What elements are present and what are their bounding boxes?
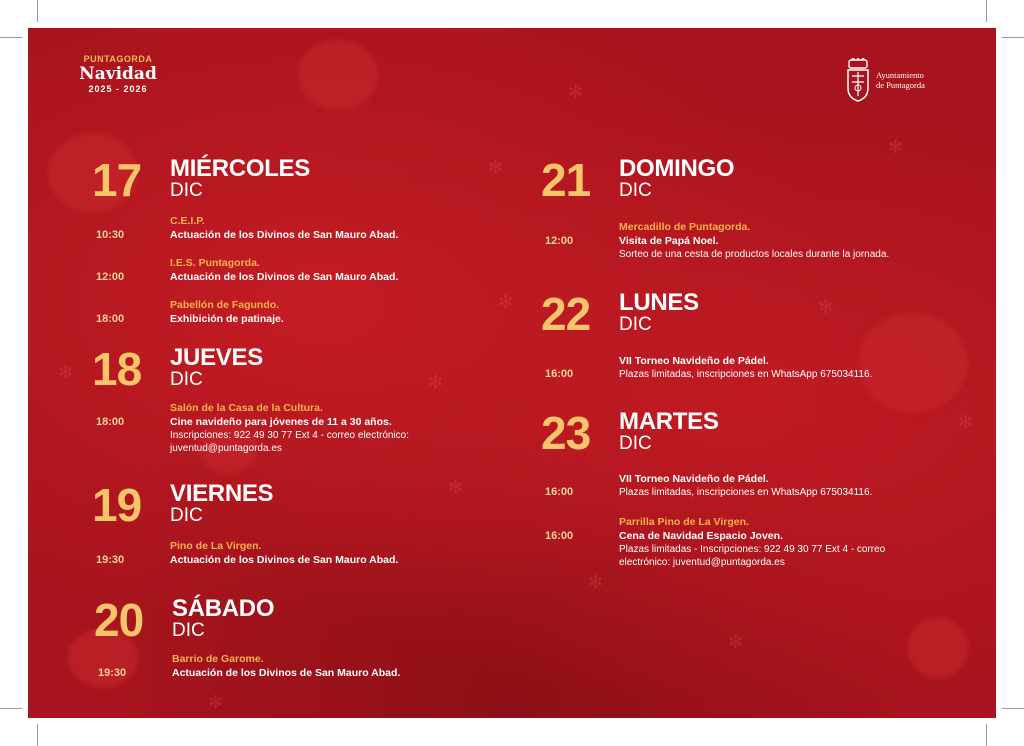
day-name: LUNES (619, 289, 699, 316)
day-name: VIERNES (170, 480, 274, 507)
snowflake-icon: ✻ (428, 372, 444, 392)
snowflake-icon: ✻ (448, 477, 464, 497)
snowflake-icon: ✻ (588, 572, 604, 592)
day-month: DIC (619, 433, 652, 454)
brand-name: Navidad (79, 64, 157, 84)
event-body (619, 472, 939, 499)
snowflake-icon: ✻ (568, 82, 584, 102)
event-place: Parrilla Pino de La Virgen. (619, 516, 749, 528)
council-logo (846, 58, 925, 102)
day-number: 18 (92, 343, 142, 395)
event-body (170, 401, 490, 455)
coat-of-arms-icon (846, 58, 870, 102)
snowflake-icon: ✻ (488, 157, 504, 177)
event-place: I.E.S. Puntagorda. (170, 257, 260, 269)
day-month: DIC (619, 180, 652, 201)
crop-mark (1002, 37, 1024, 38)
event-time: 12:00 (545, 235, 574, 247)
event-time: 19:30 (98, 667, 127, 679)
event-body (619, 354, 939, 381)
day-number: 17 (92, 154, 142, 206)
event-title: Cine navideño para jóvenes de 11 a 30 años. (170, 416, 392, 428)
event-body (619, 515, 939, 569)
council-line-1: Ayuntamiento (876, 70, 924, 80)
event-place: C.E.I.P. (170, 215, 205, 227)
day-number: 19 (92, 479, 142, 531)
event-description: Plazas limitadas, inscripciones en WhatsApp 675034116. (619, 369, 873, 380)
event-description: Plazas limitadas - Inscripciones: 922 49 30 77 Ext 4 - correo electrónico: juventud@puntagorda.es (619, 544, 886, 568)
day-number: 20 (94, 594, 144, 646)
crop-mark (37, 0, 38, 22)
day-name: SÁBADO (172, 595, 275, 622)
event-body (170, 214, 490, 242)
brand-years: 2025 - 2026 (88, 84, 148, 94)
crop-mark (0, 708, 22, 709)
day-month: DIC (170, 505, 203, 526)
event-description: Sorteo de una cesta de productos locales durante la jornada. (619, 249, 890, 260)
event-description: Inscripciones: 922 49 30 77 Ext 4 - correo electrónico: juventud@puntagorda.es (170, 430, 410, 454)
crop-mark (986, 724, 987, 746)
council-name (876, 70, 925, 90)
day-name: MARTES (619, 408, 719, 435)
event-title: Actuación de los Divinos de San Mauro Abad. (170, 229, 399, 241)
snowflake-icon: ✻ (728, 632, 744, 652)
day-month: DIC (170, 180, 203, 201)
day-name: MIÉRCOLES (170, 155, 310, 182)
event-time: 10:30 (96, 229, 125, 241)
event-body (170, 256, 490, 284)
day-month: DIC (172, 620, 205, 641)
event-title: Cena de Navidad Espacio Joven. (619, 530, 783, 542)
event-time: 16:00 (545, 530, 574, 542)
snowflake-icon: ✻ (208, 692, 224, 712)
day-number: 21 (541, 154, 591, 206)
snowflake-icon: ✻ (958, 412, 974, 432)
event-description: Plazas limitadas, inscripciones en WhatsApp 675034116. (619, 487, 873, 498)
day-name: DOMINGO (619, 155, 735, 182)
event-title: Visita de Papá Noel. (619, 235, 719, 247)
council-line-2: de Puntagorda (876, 80, 925, 90)
event-place: Barrio de Garome. (172, 653, 264, 665)
day-month: DIC (170, 369, 203, 390)
day-month: DIC (619, 314, 652, 335)
event-body (170, 298, 490, 326)
decor-blob (908, 618, 968, 678)
event-time: 18:00 (96, 313, 125, 325)
day-name: JUEVES (170, 344, 263, 371)
event-time: 19:30 (96, 554, 125, 566)
event-title: VII Torneo Navideño de Pádel. (619, 355, 769, 367)
day-number: 22 (541, 288, 591, 340)
event-place: Mercadillo de Puntagorda. (619, 221, 751, 233)
crop-mark (0, 37, 22, 38)
event-title: Exhibición de patinaje. (170, 313, 284, 325)
snowflake-icon: ✻ (498, 292, 514, 312)
event-time: 16:00 (545, 368, 574, 380)
event-title: VII Torneo Navideño de Pádel. (619, 473, 769, 485)
snowflake-icon: ✻ (888, 137, 904, 157)
crop-mark (1002, 708, 1024, 709)
snowflake-icon: ✻ (58, 362, 74, 382)
day-number: 23 (541, 407, 591, 459)
event-place: Pino de La Virgen. (170, 540, 262, 552)
event-time: 18:00 (96, 416, 125, 428)
event-body (172, 652, 492, 680)
decor-blob (298, 40, 378, 110)
event-place: Pabellón de Fagundo. (170, 299, 280, 311)
event-brand (66, 54, 170, 94)
snowflake-icon: ✻ (818, 297, 834, 317)
event-body (170, 539, 490, 567)
event-title: Actuación de los Divinos de San Mauro Abad. (170, 554, 399, 566)
brand-town: PUNTAGORDA (83, 54, 153, 64)
event-body (619, 220, 939, 261)
event-time: 12:00 (96, 271, 125, 283)
event-time: 16:00 (545, 486, 574, 498)
crop-mark (986, 0, 987, 22)
event-title: Actuación de los Divinos de San Mauro Abad. (170, 271, 399, 283)
event-place: Salón de la Casa de la Cultura. (170, 402, 323, 414)
event-title: Actuación de los Divinos de San Mauro Abad. (172, 667, 401, 679)
crop-mark (37, 724, 38, 746)
